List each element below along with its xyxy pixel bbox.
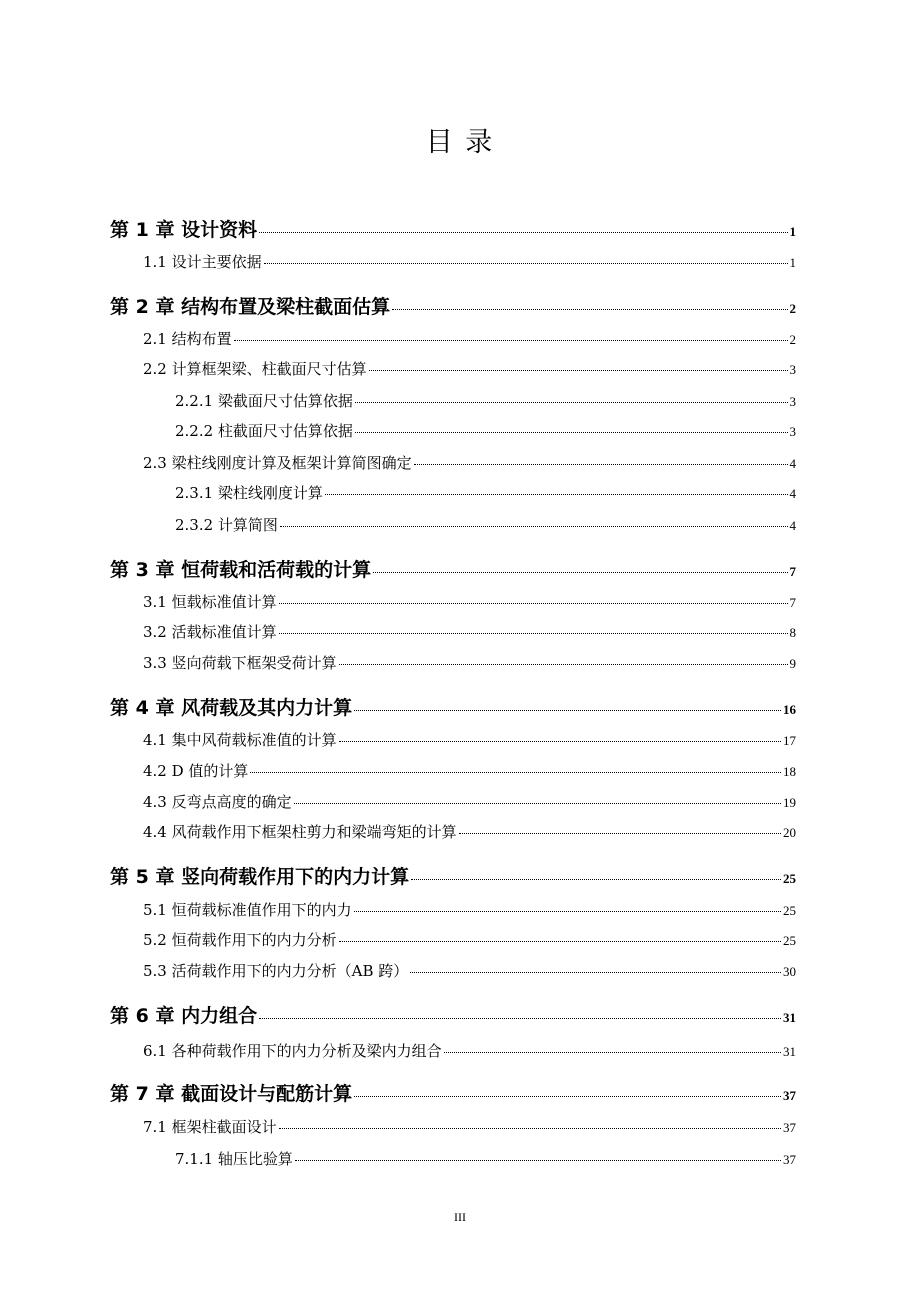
toc-entry-label: 7.1.1 轴压比验算 bbox=[175, 1150, 293, 1168]
toc-dot-leader bbox=[411, 862, 781, 880]
toc-dot-leader bbox=[414, 452, 788, 465]
toc-dot-leader bbox=[280, 514, 788, 527]
toc-dot-leader bbox=[234, 328, 788, 341]
toc-chapter-entry[interactable] bbox=[110, 292, 796, 319]
toc-entry-page: 9 bbox=[789, 656, 796, 671]
toc-dot-leader bbox=[259, 1001, 781, 1019]
toc-section-entry[interactable] bbox=[143, 1116, 796, 1137]
toc-chapter-entry[interactable] bbox=[110, 555, 796, 582]
toc-entry-label: 第 6 章 内力组合 bbox=[110, 1005, 258, 1027]
toc-section-entry[interactable] bbox=[143, 821, 796, 842]
toc-entry-label: 2.2.1 梁截面尺寸估算依据 bbox=[175, 392, 353, 410]
toc-entry-label: 第 2 章 结构布置及梁柱截面估算 bbox=[110, 296, 391, 318]
toc-entry-page: 25 bbox=[783, 903, 796, 918]
toc-entry-page: 25 bbox=[783, 871, 796, 886]
toc-entry-label: 第 5 章 竖向荷载作用下的内力计算 bbox=[110, 866, 410, 888]
toc-dot-leader bbox=[459, 821, 781, 834]
toc-section-entry[interactable] bbox=[143, 729, 796, 750]
toc-dot-leader bbox=[354, 899, 781, 912]
toc-section-entry[interactable] bbox=[143, 452, 796, 473]
toc-entry-label: 4.4 风荷载作用下框架柱剪力和梁端弯矩的计算 bbox=[143, 823, 457, 841]
toc-entry-label: 2.3.2 计算简图 bbox=[175, 516, 278, 534]
toc-entry-page: 1 bbox=[789, 255, 796, 270]
toc-entry-label: 第 7 章 截面设计与配筋计算 bbox=[110, 1083, 353, 1105]
toc-dot-leader bbox=[354, 693, 781, 711]
toc-entry-label: 第 4 章 风荷载及其内力计算 bbox=[110, 697, 353, 719]
toc-section-entry[interactable] bbox=[143, 251, 796, 272]
toc-chapter-entry[interactable] bbox=[110, 862, 796, 889]
toc-subsection-entry[interactable] bbox=[175, 420, 796, 441]
toc-dot-leader bbox=[355, 420, 788, 433]
toc-entry-page: 20 bbox=[783, 825, 796, 840]
toc-dot-leader bbox=[295, 1148, 781, 1161]
toc-entry-label: 第 1 章 设计资料 bbox=[110, 219, 258, 241]
toc-entry-page: 8 bbox=[789, 625, 796, 640]
toc-entry-page: 16 bbox=[783, 702, 796, 717]
toc-section-entry[interactable] bbox=[143, 960, 796, 981]
toc-entry-page: 2 bbox=[789, 332, 796, 347]
toc-dot-leader bbox=[294, 791, 781, 804]
toc-entry-label: 2.2.2 柱截面尺寸估算依据 bbox=[175, 422, 353, 440]
toc-section-entry[interactable] bbox=[143, 652, 796, 673]
toc-dot-leader bbox=[373, 555, 787, 573]
toc-entry-page: 37 bbox=[783, 1120, 796, 1135]
toc-section-entry[interactable] bbox=[143, 358, 796, 379]
toc-dot-leader bbox=[250, 760, 781, 773]
toc-entry-label: 2.1 结构布置 bbox=[143, 330, 232, 348]
toc-section-entry[interactable] bbox=[143, 621, 796, 642]
toc-dot-leader bbox=[339, 929, 781, 942]
toc-entry-page: 37 bbox=[783, 1152, 796, 1167]
toc-dot-leader bbox=[392, 292, 787, 310]
toc-section-entry[interactable] bbox=[143, 791, 796, 812]
toc-entry-page: 31 bbox=[783, 1044, 796, 1059]
toc-dot-leader bbox=[444, 1040, 781, 1053]
toc-dot-leader bbox=[279, 1116, 781, 1129]
toc-subsection-entry[interactable] bbox=[175, 482, 796, 503]
toc-entry-label: 3.3 竖向荷载下框架受荷计算 bbox=[143, 654, 337, 672]
toc-dot-leader bbox=[410, 960, 781, 973]
toc-dot-leader bbox=[325, 482, 788, 495]
toc-entry-label: 6.1 各种荷载作用下的内力分析及梁内力组合 bbox=[143, 1042, 442, 1060]
toc-entry-page: 4 bbox=[789, 518, 796, 533]
toc-subsection-entry[interactable] bbox=[175, 1148, 796, 1169]
toc-entry-page: 3 bbox=[789, 424, 796, 439]
toc-entry-label: 第 3 章 恒荷载和活荷载的计算 bbox=[110, 559, 372, 581]
toc-section-entry[interactable] bbox=[143, 899, 796, 920]
toc-entry-page: 3 bbox=[789, 362, 796, 377]
toc-entry-page: 2 bbox=[789, 301, 796, 316]
toc-entry-label: 5.1 恒荷载标准值作用下的内力 bbox=[143, 901, 352, 919]
toc-dot-leader bbox=[279, 621, 788, 634]
toc-dot-leader bbox=[279, 591, 788, 604]
toc-dot-leader bbox=[259, 215, 787, 233]
toc-dot-leader bbox=[264, 251, 788, 264]
toc-entry-page: 25 bbox=[783, 933, 796, 948]
toc-entry-label: 3.1 恒载标准值计算 bbox=[143, 593, 277, 611]
toc-entry-label: 2.3.1 梁柱线刚度计算 bbox=[175, 484, 323, 502]
toc-chapter-entry[interactable] bbox=[110, 1079, 796, 1106]
toc-entry-page: 19 bbox=[783, 795, 796, 810]
toc-section-entry[interactable] bbox=[143, 591, 796, 612]
toc-entry-page: 3 bbox=[789, 394, 796, 409]
toc-section-entry[interactable] bbox=[143, 929, 796, 950]
toc-entry-label: 3.2 活载标准值计算 bbox=[143, 623, 277, 641]
toc-entry-page: 4 bbox=[789, 456, 796, 471]
toc-subsection-entry[interactable] bbox=[175, 390, 796, 411]
toc-entry-page: 7 bbox=[789, 595, 796, 610]
page-number-footer: III bbox=[454, 1210, 466, 1224]
toc-section-entry[interactable] bbox=[143, 1040, 796, 1061]
toc-entry-page: 37 bbox=[783, 1088, 796, 1103]
toc-chapter-entry[interactable] bbox=[110, 693, 796, 720]
toc-entry-label: 1.1 设计主要依据 bbox=[143, 253, 262, 271]
toc-entry-page: 30 bbox=[783, 964, 796, 979]
toc-dot-leader bbox=[339, 652, 788, 665]
toc-entry-label: 2.2 计算框架梁、柱截面尺寸估算 bbox=[143, 360, 367, 378]
toc-entry-page: 18 bbox=[783, 764, 796, 779]
toc-entry-label: 4.3 反弯点高度的确定 bbox=[143, 793, 292, 811]
toc-entry-page: 31 bbox=[783, 1010, 796, 1025]
toc-entry-label: 5.3 活荷载作用下的内力分析（AB 跨） bbox=[143, 962, 409, 980]
toc-dot-leader bbox=[339, 729, 781, 742]
toc-entry-label: 4.2 D 值的计算 bbox=[143, 762, 249, 780]
page-title: 目 录 bbox=[425, 127, 495, 158]
toc-entry-label: 2.3 梁柱线刚度计算及框架计算简图确定 bbox=[143, 454, 412, 472]
toc-entry-label: 7.1 框架柱截面设计 bbox=[143, 1118, 277, 1136]
toc-section-entry[interactable] bbox=[143, 328, 796, 349]
toc-entry-label: 4.1 集中风荷载标准值的计算 bbox=[143, 731, 337, 749]
toc-dot-leader bbox=[369, 358, 788, 371]
toc-entry-page: 4 bbox=[789, 486, 796, 501]
toc-entry-page: 7 bbox=[789, 564, 796, 579]
toc-chapter-entry[interactable] bbox=[110, 215, 796, 242]
toc-entry-label: 5.2 恒荷载作用下的内力分析 bbox=[143, 931, 337, 949]
toc-dot-leader bbox=[355, 390, 788, 403]
toc-section-entry[interactable] bbox=[143, 760, 796, 781]
toc-subsection-entry[interactable] bbox=[175, 514, 796, 535]
toc-entry-page: 17 bbox=[783, 733, 796, 748]
toc-dot-leader bbox=[354, 1079, 781, 1097]
toc-chapter-entry[interactable] bbox=[110, 1001, 796, 1028]
toc-entry-page: 1 bbox=[789, 224, 796, 239]
